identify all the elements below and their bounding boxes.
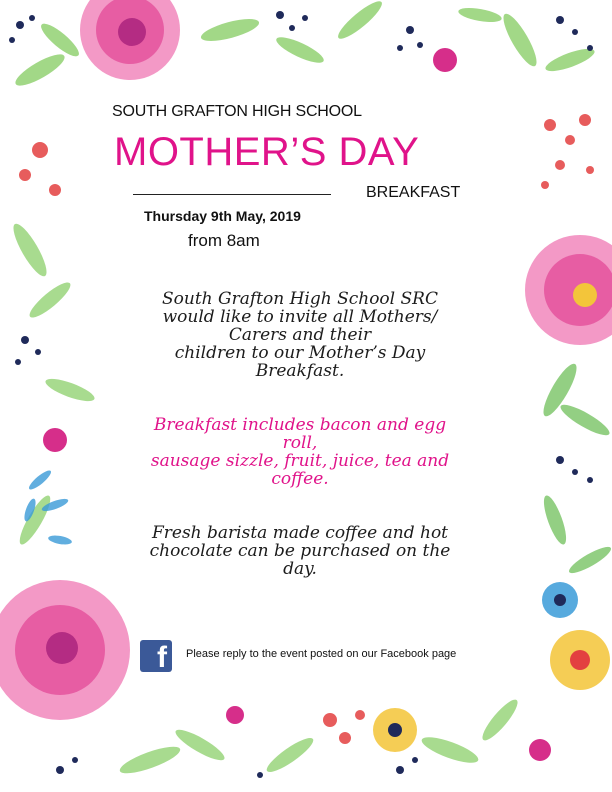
- title-divider: [133, 194, 331, 195]
- leaves-bottom: [117, 696, 522, 779]
- event-time: from 8am: [188, 231, 260, 250]
- invite-line: Breakfast.: [255, 361, 345, 381]
- coffee-line: chocolate can be purchased on the: [149, 541, 451, 561]
- page-title: MOTHER’S DAY: [114, 130, 420, 174]
- menu-line: Breakfast includes bacon and egg: [153, 415, 447, 435]
- reply-note: Please reply to the event posted on our Facebook page: [186, 648, 457, 660]
- leaves-left: [8, 220, 97, 548]
- subtitle: BREAKFAST: [366, 184, 461, 201]
- invite-line: Carers and their: [228, 325, 372, 345]
- blue-flower-right: [542, 582, 578, 618]
- facebook-icon[interactable]: f: [140, 640, 172, 672]
- yellow-flower-bottom: [373, 708, 417, 752]
- coffee-line: day.: [283, 559, 317, 579]
- coffee-line: Fresh barista made coffee and hot: [151, 523, 449, 543]
- invite-paragraph: [90, 290, 510, 380]
- menu-paragraph: [90, 416, 510, 488]
- pink-flower-top: [80, 0, 180, 80]
- pink-flower-bottom-left: [0, 580, 130, 720]
- menu-line: roll,: [282, 433, 318, 453]
- invite-line: South Grafton High School SRC: [162, 289, 438, 309]
- pink-flower-right: [525, 235, 612, 345]
- leaves-right: [538, 360, 612, 577]
- menu-line: sausage sizzle, fruit, juice, tea and: [150, 451, 450, 471]
- invite-line: would like to invite all Mothers/: [162, 307, 438, 327]
- event-date: Thursday 9th May, 2019: [144, 208, 301, 224]
- invite-line: children to our Mother’s Day: [174, 343, 426, 363]
- school-name: SOUTH GRAFTON HIGH SCHOOL: [112, 103, 362, 120]
- coffee-paragraph: [90, 524, 510, 578]
- yellow-flower-right: [550, 630, 610, 690]
- menu-line: coffee.: [271, 469, 329, 489]
